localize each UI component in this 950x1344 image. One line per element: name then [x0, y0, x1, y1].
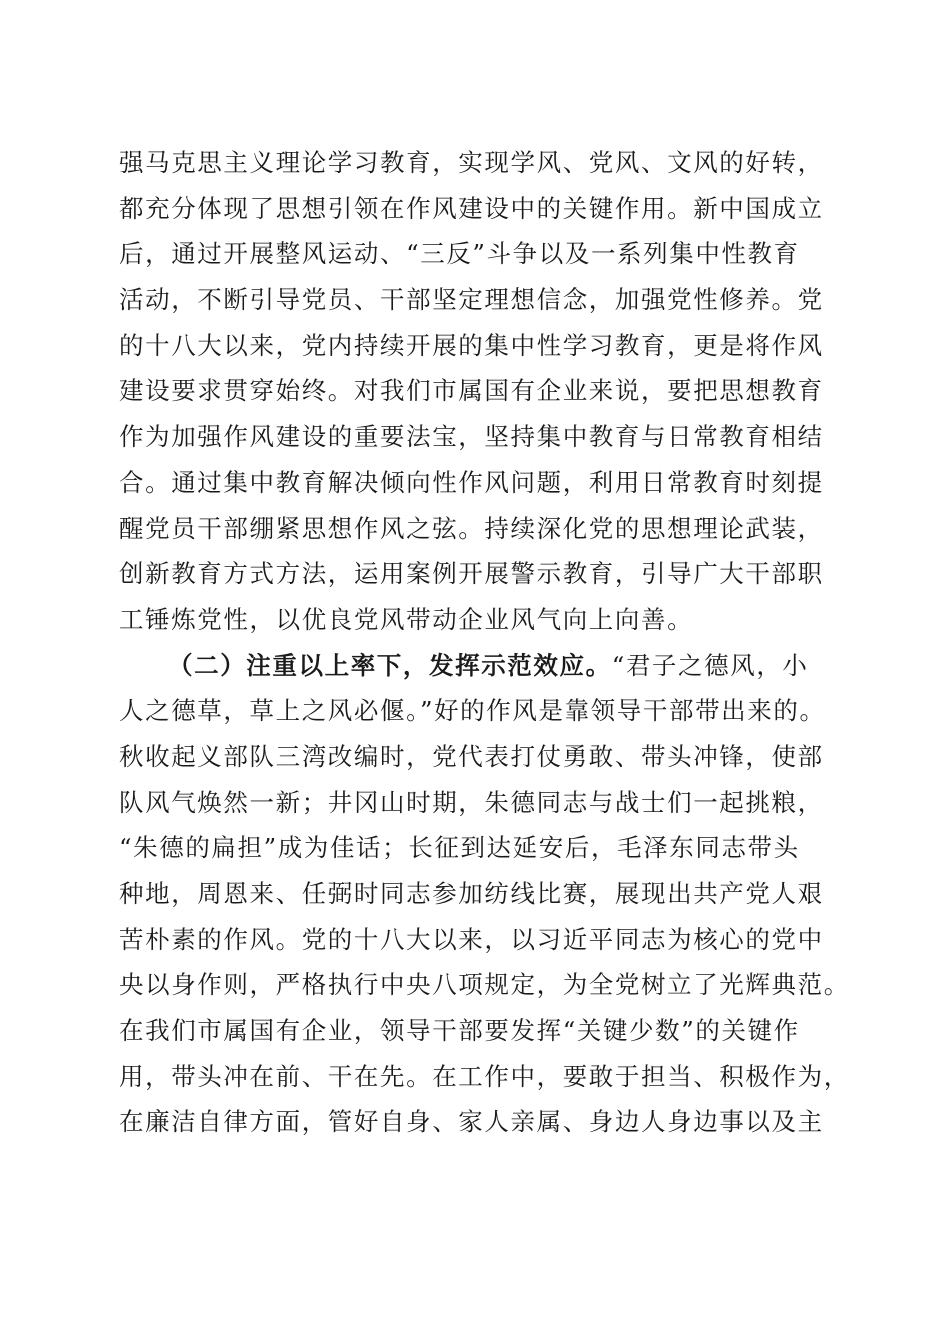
section-heading-line	[119, 643, 839, 689]
text-line: 的十八大以来，党内持续开展的集中性学习教育，更是将作风	[119, 330, 824, 360]
text-line: 种地，周恩来、任弼时同志参加纺线比赛，展现出共产党人艰	[119, 879, 824, 908]
text-line: 作为加强作风建设的重要法宝，坚持集中教育与日常教育相结	[119, 422, 824, 452]
text-line: 建设要求贯穿始终。对我们市属国有企业来说，要把思想教育	[119, 376, 824, 406]
text-line: 人之德草，草上之风必偃。”好的作风是靠领导干部带出来的。	[119, 696, 826, 726]
text-line: 强马克思主义理论学习教育，实现学风、党风、文风的好转，	[119, 148, 824, 177]
text-line: 秋收起义部队三湾改编时，党代表打仗勇敢、带头冲锋，使部	[119, 741, 824, 771]
quote-start: “君子之德风，小	[611, 650, 809, 680]
text-line: 活动，不断引导党员、干部坚定理想信念，加强党性修养。党	[119, 285, 824, 315]
text-line: 央以身作则，严格执行中央八项规定，为全党树立了光辉典范。	[119, 970, 850, 1000]
document-body	[119, 140, 850, 1145]
text-line: 在我们市属国有企业，领导干部要发挥“关键少数”的关键作	[119, 1016, 800, 1046]
text-line: “朱德的扁担”成为佳话；长征到达延安后，毛泽东同志带头	[119, 833, 800, 863]
text-line: 队风气焕然一新；井冈山时期，朱德同志与战士们一起挑粮，	[119, 787, 824, 817]
section-heading: （二）注重以上率下，发挥示范效应。	[168, 650, 612, 680]
text-line: 用，带头冲在前、干在先。在工作中，要敢于担当、积极作为，	[119, 1061, 850, 1091]
text-line: 工锤炼党性，以优良党风带动企业风气向上向善。	[119, 604, 694, 634]
text-line: 后，通过开展整风运动、“三反”斗争以及一系列集中性教育	[119, 239, 800, 269]
text-line: 合。通过集中教育解决倾向性作风问题，利用日常教育时刻提	[119, 467, 824, 497]
text-line: 在廉洁自律方面，管好自身、家人亲属、身边人身边事以及主	[119, 1107, 824, 1137]
text-line: 醒党员干部绷紧思想作风之弦。持续深化党的思想理论武装，	[119, 513, 824, 543]
text-line: 苦朴素的作风。党的十八大以来，以习近平同志为核心的党中	[119, 924, 824, 954]
text-line: 创新教育方式方法，运用案例开展警示教育，引导广大干部职	[119, 559, 824, 589]
text-line: 都充分体现了思想引领在作风建设中的关键作用。新中国成立	[119, 193, 824, 223]
